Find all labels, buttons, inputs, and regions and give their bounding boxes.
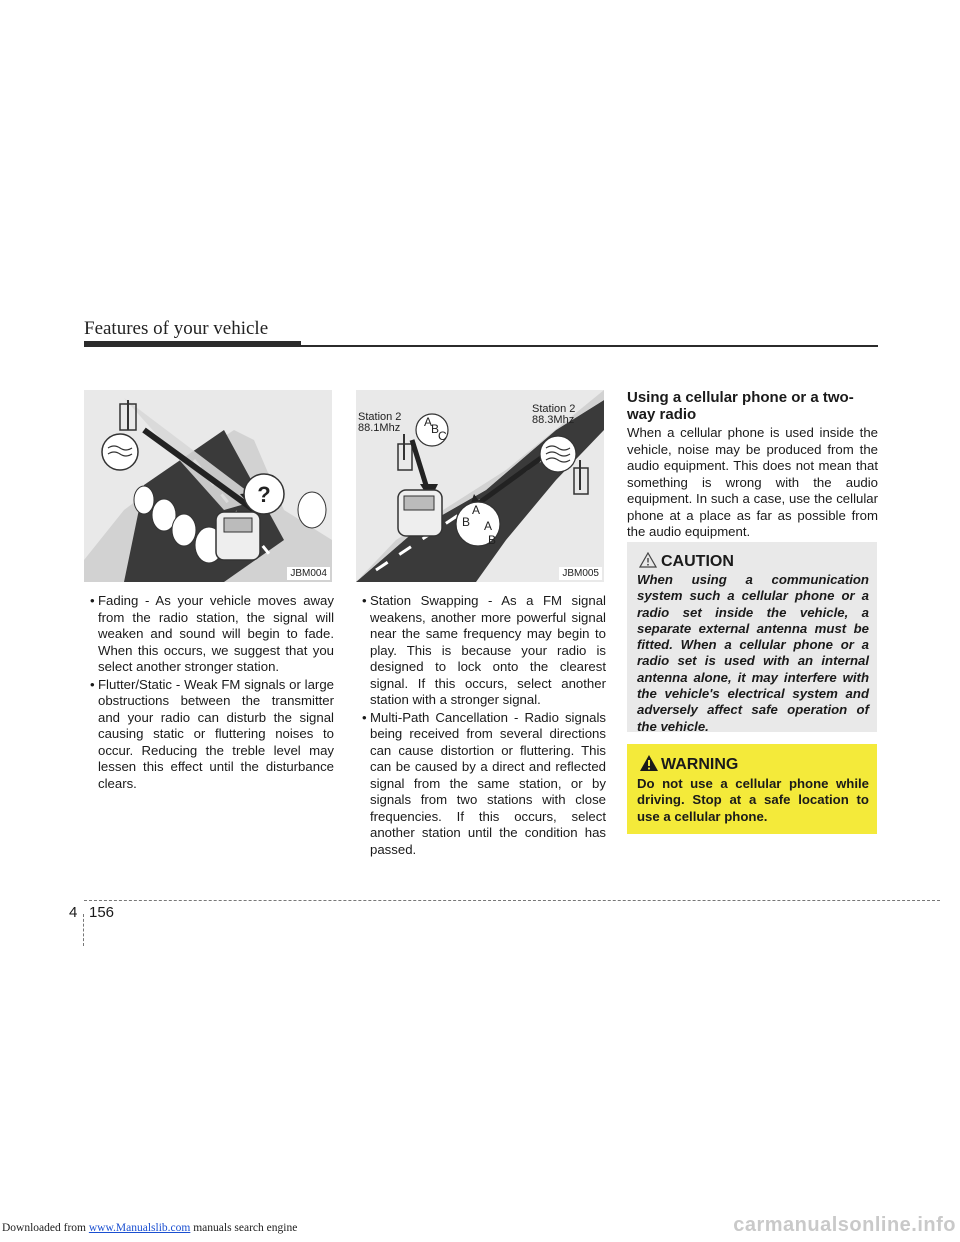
section-body: When a cellular phone is used inside the vehicle, noise may be produced from the audio equipment. This does not mean that something is wrong with the audio equipment. In such a case, use the cellular phone at a place as far as possible from the audio equipment. — [627, 425, 878, 539]
warning-box — [627, 744, 877, 834]
warning-title: WARNING — [661, 756, 739, 773]
manualslib-link[interactable]: www.Manualslib.com — [88, 1222, 191, 1234]
warning-text: Do not use a cellular phone while driving. Stop at a safe location to use a cellular phone. — [637, 776, 869, 824]
fading-illustration — [84, 390, 332, 582]
figure-code: JBM005 — [559, 567, 602, 580]
station-left-freq: 88.1Mhz — [358, 422, 401, 434]
download-note — [2, 1222, 297, 1234]
left-bullet-list — [84, 593, 334, 793]
figure-fading — [84, 390, 332, 582]
chapter-number: 4 — [69, 904, 78, 921]
letter-top-c: C — [438, 429, 447, 443]
bullet-flutter-static: • Flutter/Static - Weak FM signals or large obstructions between the transmitter and your radio can disturb the signal causing static or fluttering noises to occur. Reducing the treble level may lessen this effect until the disturbance clears. — [84, 677, 334, 793]
caution-triangle-icon — [639, 552, 657, 568]
bullet-multi-path: • Multi-Path Cancellation - Radio signals being received from several directions can cause distortion or fluttering. This can be caused by a direct and reflected signal from the same station, or by signals from two stations with close frequencies. If this occurs, select another station until the condition has passed. — [356, 710, 606, 859]
caution-text: When using a communication system such a cellular phone or a radio set inside the vehicle, a separate external antenna must be fitted. When a cellular phone or a radio set is used with an internal antenna alone, it may interfere with the vehicle's electrical system and adversely affect safe operation of the vehicle. — [637, 572, 869, 734]
letter-top-b: B — [431, 422, 440, 436]
caution-box — [627, 542, 877, 732]
caution-title: CAUTION — [661, 553, 734, 570]
letter-car-a1: A — [472, 503, 481, 517]
station-right-freq: 88.3Mhz — [532, 414, 575, 426]
header-rule — [84, 345, 878, 347]
bullet-station-swapping: • Station Swapping - As a FM signal weakens, another more powerful signal near the same frequency may begin to play. This is because your radio is designed to lock onto the clearest signal. If this occurs, select another station with a stronger signal. — [356, 593, 606, 709]
letter-car-b1: B — [462, 515, 471, 529]
station-swapping-illustration — [356, 390, 604, 582]
footer-rule — [84, 900, 940, 901]
page-header-title: Features of your vehicle — [84, 318, 269, 339]
letter-car-a2: A — [484, 519, 493, 533]
question-mark: ? — [257, 482, 271, 507]
station-left-name: Station 2 — [358, 411, 402, 423]
bullet-fading: • Fading - As your vehicle moves away from the radio station, the signal will weaken and sound will begin to fade. When this occurs, we suggest that you select another stronger station. — [84, 593, 334, 676]
download-suffix: manuals search engine — [190, 1222, 298, 1234]
figure-code: JBM004 — [287, 567, 330, 580]
letter-car-b2: B — [488, 533, 497, 547]
warning-triangle-icon — [639, 754, 659, 772]
letter-top-a: A — [424, 415, 433, 429]
station-right-name: Station 2 — [532, 403, 576, 415]
download-prefix: Downloaded from — [2, 1222, 89, 1234]
watermark: carmanualsonline.info — [733, 1214, 956, 1236]
middle-bullet-list — [356, 593, 606, 859]
section-heading: Using a cellular phone or a two-way radio — [627, 389, 854, 423]
footer-divider — [83, 914, 84, 946]
page-number: 156 — [89, 904, 115, 921]
figure-station-swapping — [356, 390, 604, 582]
